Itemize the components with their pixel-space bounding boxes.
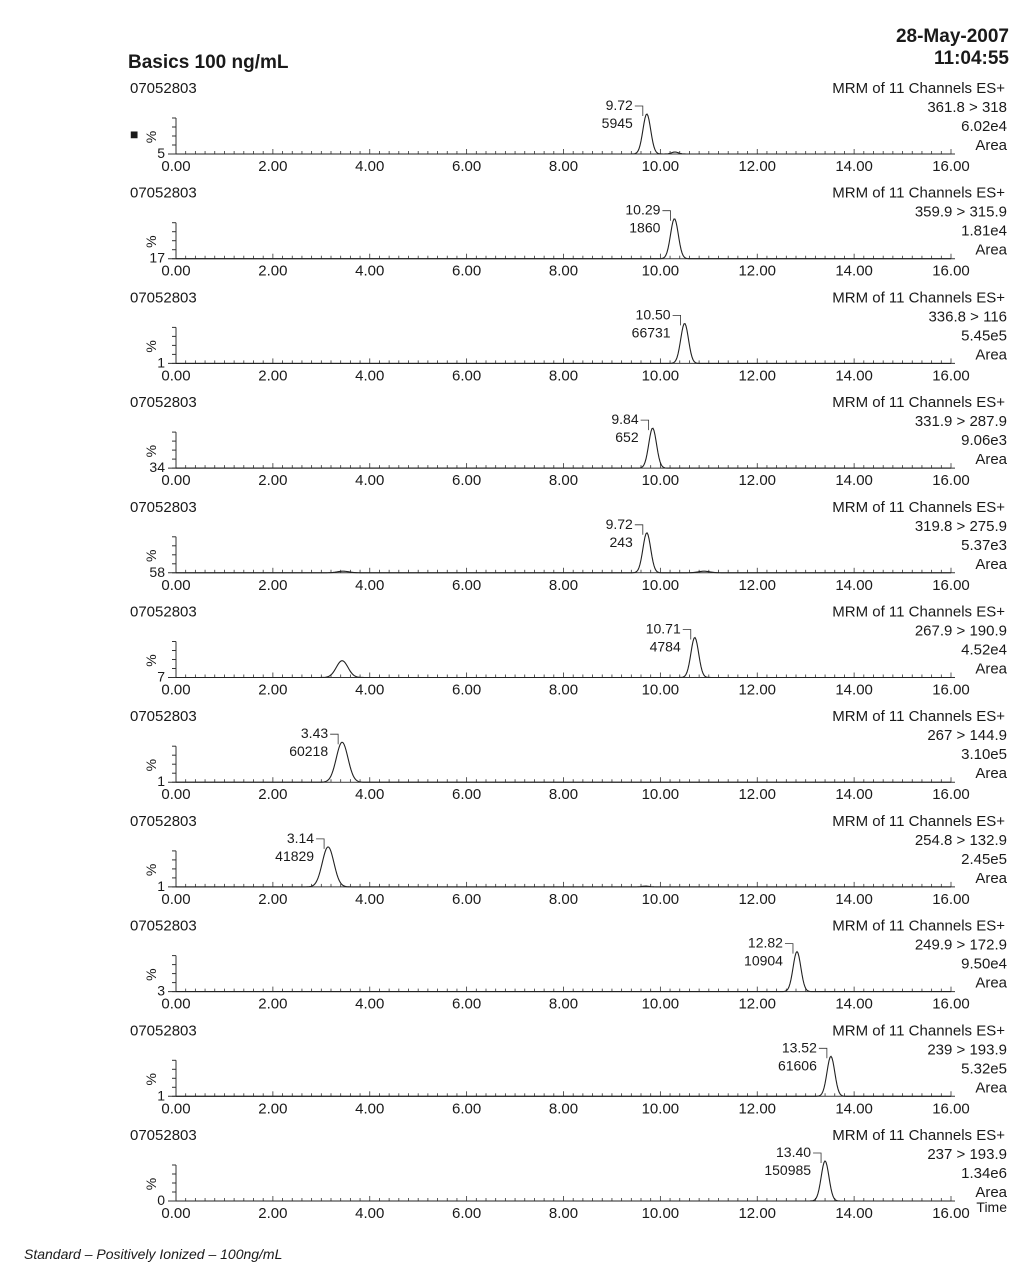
chromatogram-trace	[176, 1161, 951, 1201]
mrm-transition-label: 237 > 193.9	[927, 1146, 1007, 1163]
x-tick-label: 14.00	[835, 995, 873, 1013]
peak-area-label: 61606	[777, 1057, 817, 1074]
peak-label-leader	[635, 106, 643, 116]
mrm-function-label: MRM of 11 Channels ES+	[832, 289, 1005, 307]
x-tick-label: 14.00	[835, 786, 873, 804]
peak-label-leader	[813, 1153, 821, 1163]
peak-retention-time-label: 3.14	[286, 829, 315, 846]
x-tick-label: 4.00	[355, 367, 385, 385]
peak-area-label: 150985	[764, 1162, 812, 1178]
peak-retention-time-label: 13.40	[776, 1144, 812, 1160]
x-tick-label: 10.00	[641, 472, 680, 490]
peak-area-label: 41829	[275, 847, 315, 864]
chromatogram-trace	[176, 114, 951, 154]
peak-area-label: 60218	[289, 743, 329, 760]
sample-id: 07052803	[130, 80, 197, 97]
peak-label-leader	[316, 839, 324, 849]
mrm-function-label: MRM of 11 Channels ES+	[832, 80, 1005, 97]
mrm-function-label: MRM of 11 Channels ES+	[832, 917, 1005, 935]
x-tick-label: 0.00	[161, 1100, 191, 1118]
x-tick-label: 10.00	[641, 1100, 680, 1118]
sample-id: 07052803	[130, 1022, 197, 1040]
baseline-value-label: 1	[157, 1087, 165, 1104]
x-tick-label: 6.00	[452, 158, 482, 175]
y-axis-percent-label: %	[143, 1073, 159, 1086]
peak-area-label: 4784	[649, 638, 681, 655]
x-tick-label: 12.00	[738, 367, 777, 385]
peak-area-label: 10904	[744, 952, 783, 969]
peak-retention-time-label: 9.72	[605, 97, 633, 113]
peak-area-label: 5945	[601, 115, 633, 131]
sample-id: 07052803	[130, 1127, 197, 1144]
sample-id: 07052803	[130, 394, 197, 412]
mrm-function-label: MRM of 11 Channels ES+	[832, 1127, 1005, 1144]
report-date: 28-May-2007	[895, 26, 1009, 47]
x-tick-label: 14.00	[835, 367, 873, 385]
x-tick-label: 2.00	[258, 681, 288, 699]
x-tick-label: 10.00	[641, 786, 680, 804]
mrm-function-label: MRM of 11 Channels ES+	[832, 1022, 1005, 1040]
area-mode-label: Area	[975, 974, 1007, 992]
sample-id: 07052803	[130, 289, 197, 307]
x-tick-label: 16.00	[932, 890, 970, 908]
mrm-function-label: MRM of 11 Channels ES+	[832, 708, 1005, 726]
x-tick-label: 10.00	[641, 262, 680, 280]
x-tick-label: 16.00	[932, 367, 970, 385]
mrm-transition-label: 319.8 > 275.9	[914, 517, 1007, 535]
peak-label-leader	[662, 211, 670, 221]
x-tick-label: 16.00	[932, 158, 970, 175]
y-axis-percent-label: %	[143, 340, 159, 353]
x-tick-label: 14.00	[835, 1205, 873, 1222]
sample-id: 07052803	[130, 184, 197, 202]
x-tick-label: 16.00	[932, 786, 970, 804]
peak-label-leader	[819, 1048, 827, 1058]
x-tick-label: 10.00	[641, 890, 680, 908]
area-mode-label: Area	[975, 765, 1007, 783]
x-tick-label: 0.00	[161, 786, 191, 804]
mrm-transition-label: 239 > 193.9	[927, 1041, 1007, 1059]
x-tick-label: 4.00	[355, 681, 385, 699]
x-tick-label: 12.00	[738, 262, 777, 280]
mrm-transition-label: 361.8 > 318	[927, 99, 1007, 116]
x-tick-label: 8.00	[548, 1205, 579, 1222]
x-tick-label: 16.00	[932, 262, 970, 280]
x-tick-label: 16.00	[932, 1100, 970, 1118]
chromatogram-trace	[176, 428, 951, 468]
mrm-function-label: MRM of 11 Channels ES+	[832, 184, 1005, 202]
x-tick-label: 10.00	[641, 576, 680, 594]
intensity-label: 9.50e4	[961, 955, 1007, 973]
baseline-value-label: 0	[157, 1192, 165, 1208]
x-tick-label: 4.00	[355, 158, 385, 175]
x-tick-label: 0.00	[161, 262, 191, 280]
x-tick-label: 4.00	[355, 1205, 385, 1222]
peak-retention-time-label: 10.50	[635, 306, 671, 323]
x-tick-label: 0.00	[161, 1205, 191, 1222]
x-tick-label: 2.00	[258, 158, 288, 175]
area-mode-label: Area	[975, 346, 1007, 364]
x-tick-label: 0.00	[161, 158, 191, 175]
x-tick-label: 4.00	[355, 890, 385, 908]
x-tick-label: 12.00	[738, 1205, 777, 1222]
baseline-value-label: 1	[157, 354, 165, 371]
x-tick-label: 14.00	[835, 681, 873, 699]
x-tick-label: 12.00	[738, 158, 777, 175]
area-mode-label: Area	[975, 1184, 1007, 1201]
x-tick-label: 2.00	[258, 890, 288, 908]
x-tick-label: 6.00	[452, 367, 482, 385]
x-tick-label: 0.00	[161, 367, 191, 385]
peak-retention-time-label: 10.29	[625, 201, 661, 218]
intensity-label: 9.06e3	[961, 432, 1007, 450]
x-tick-label: 4.00	[355, 262, 385, 280]
intensity-label: 3.10e5	[961, 746, 1007, 764]
mrm-transition-label: 254.8 > 132.9	[914, 831, 1007, 849]
mrm-function-label: MRM of 11 Channels ES+	[832, 394, 1005, 412]
x-tick-label: 4.00	[355, 472, 385, 490]
x-tick-label: 16.00	[932, 995, 970, 1013]
mrm-transition-label: 267.9 > 190.9	[914, 622, 1007, 640]
peak-label-leader	[673, 315, 681, 325]
x-tick-label: 16.00	[932, 681, 970, 699]
x-tick-label: 8.00	[548, 786, 579, 804]
x-tick-label: 12.00	[738, 890, 777, 908]
report-title: Basics 100 ng/mL	[128, 52, 289, 73]
x-tick-label: 6.00	[452, 576, 482, 594]
x-tick-label: 12.00	[738, 1100, 777, 1118]
mrm-function-label: MRM of 11 Channels ES+	[832, 603, 1005, 621]
mrm-transition-label: 331.9 > 287.9	[914, 413, 1007, 431]
area-mode-label: Area	[975, 137, 1007, 154]
peak-retention-time-label: 9.72	[605, 515, 633, 532]
baseline-value-label: 5	[157, 145, 165, 161]
x-tick-label: 14.00	[835, 262, 873, 280]
x-tick-label: 2.00	[258, 786, 288, 804]
y-axis-percent-label: %	[143, 654, 159, 667]
x-tick-label: 8.00	[548, 472, 579, 490]
mrm-function-label: MRM of 11 Channels ES+	[832, 498, 1005, 516]
mrm-transition-label: 336.8 > 116	[928, 308, 1007, 326]
x-axis-title: Time	[976, 1199, 1007, 1215]
x-tick-label: 6.00	[452, 995, 482, 1013]
x-tick-label: 0.00	[161, 681, 191, 699]
x-tick-label: 0.00	[161, 472, 191, 490]
y-axis-percent-label: %	[143, 863, 159, 877]
area-mode-label: Area	[975, 451, 1007, 469]
x-tick-label: 16.00	[932, 1205, 970, 1222]
peak-label-leader	[683, 630, 691, 640]
y-axis-percent-label: %	[143, 444, 159, 458]
x-tick-label: 6.00	[452, 890, 482, 908]
x-tick-label: 14.00	[835, 472, 873, 490]
x-tick-label: 10.00	[641, 681, 680, 699]
x-tick-label: 12.00	[738, 786, 777, 804]
x-tick-label: 4.00	[355, 1100, 385, 1118]
report-time: 11:04:55	[933, 48, 1009, 69]
peak-label-leader	[330, 734, 338, 744]
peak-retention-time-label: 9.84	[611, 411, 639, 428]
x-tick-label: 14.00	[835, 576, 873, 594]
sample-id: 07052803	[130, 498, 197, 516]
x-tick-label: 2.00	[258, 1205, 288, 1222]
x-tick-label: 2.00	[258, 472, 288, 490]
baseline-value-label: 1	[157, 877, 165, 894]
x-tick-label: 0.00	[161, 890, 191, 908]
chromatogram-trace	[176, 638, 951, 678]
x-tick-label: 4.00	[355, 576, 385, 594]
x-tick-label: 8.00	[548, 576, 579, 594]
x-tick-label: 6.00	[452, 1205, 482, 1222]
x-tick-label: 2.00	[258, 995, 288, 1013]
x-tick-label: 8.00	[548, 995, 579, 1013]
y-axis-percent-label: %	[143, 235, 159, 248]
sample-id: 07052803	[130, 603, 197, 621]
x-tick-label: 4.00	[355, 995, 385, 1013]
area-mode-label: Area	[975, 555, 1007, 573]
peak-area-label: 66731	[631, 324, 671, 341]
x-tick-label: 6.00	[452, 681, 482, 699]
peak-label-leader	[641, 420, 649, 430]
intensity-label: 2.45e5	[961, 850, 1007, 868]
x-tick-label: 4.00	[355, 786, 385, 804]
sample-id: 07052803	[130, 708, 197, 726]
x-tick-label: 8.00	[548, 367, 579, 385]
intensity-label: 1.34e6	[961, 1165, 1007, 1182]
area-mode-label: Area	[975, 241, 1007, 259]
figure-caption: Standard – Positively Ionized – 100ng/mL	[24, 1246, 283, 1262]
x-tick-label: 12.00	[738, 681, 777, 699]
peak-retention-time-label: 3.43	[300, 725, 329, 742]
x-tick-label: 6.00	[452, 1100, 482, 1118]
chromatogram-trace	[176, 952, 951, 992]
mrm-transition-label: 267 > 144.9	[927, 727, 1007, 745]
x-tick-label: 0.00	[161, 995, 191, 1013]
x-tick-label: 10.00	[641, 995, 680, 1013]
peak-label-leader	[785, 944, 793, 954]
x-tick-label: 10.00	[641, 158, 680, 175]
x-tick-label: 2.00	[258, 576, 288, 594]
intensity-label: 6.02e4	[961, 118, 1007, 135]
x-tick-label: 8.00	[548, 158, 579, 175]
peak-area-label: 1860	[629, 219, 661, 236]
baseline-value-label: 58	[149, 563, 165, 580]
x-tick-label: 8.00	[548, 890, 579, 908]
x-tick-label: 2.00	[258, 1100, 288, 1118]
baseline-value-label: 17	[149, 249, 165, 266]
y-axis-percent-label: %	[143, 130, 159, 144]
x-tick-label: 10.00	[641, 367, 680, 385]
x-tick-label: 0.00	[161, 576, 191, 594]
intensity-label: 4.52e4	[961, 641, 1007, 659]
x-tick-label: 8.00	[548, 262, 579, 280]
channel-marker: ■	[130, 126, 139, 142]
x-tick-label: 14.00	[835, 890, 873, 908]
intensity-label: 5.37e3	[961, 536, 1007, 554]
area-mode-label: Area	[975, 869, 1007, 887]
chromatogram-trace	[176, 219, 951, 259]
chromatogram-trace	[176, 1056, 951, 1096]
x-tick-label: 8.00	[548, 1100, 579, 1118]
x-tick-label: 6.00	[452, 472, 482, 490]
x-tick-label: 10.00	[641, 1205, 680, 1222]
x-tick-label: 16.00	[932, 576, 970, 594]
intensity-label: 5.32e5	[961, 1060, 1007, 1078]
x-tick-label: 14.00	[835, 158, 873, 175]
area-mode-label: Area	[975, 1079, 1007, 1097]
chromatogram-trace	[176, 324, 951, 364]
sample-id: 07052803	[130, 812, 197, 830]
x-tick-label: 12.00	[738, 472, 777, 490]
baseline-value-label: 7	[157, 668, 165, 685]
mrm-transition-label: 359.9 > 315.9	[914, 203, 1007, 221]
x-tick-label: 6.00	[452, 262, 482, 280]
x-tick-label: 6.00	[452, 786, 482, 804]
peak-retention-time-label: 13.52	[781, 1039, 817, 1056]
intensity-label: 1.81e4	[961, 222, 1007, 240]
x-tick-label: 16.00	[932, 472, 970, 490]
y-axis-percent-label: %	[143, 1177, 159, 1191]
x-tick-label: 12.00	[738, 576, 777, 594]
baseline-value-label: 1	[157, 773, 165, 790]
x-tick-label: 2.00	[258, 367, 288, 385]
x-tick-label: 8.00	[548, 681, 579, 699]
x-tick-label: 14.00	[835, 1100, 873, 1118]
intensity-label: 5.45e5	[961, 327, 1007, 345]
peak-area-label: 243	[609, 533, 633, 550]
x-tick-label: 12.00	[738, 995, 777, 1013]
x-tick-label: 2.00	[258, 262, 288, 280]
y-axis-percent-label: %	[143, 549, 159, 563]
area-mode-label: Area	[975, 660, 1007, 678]
peak-retention-time-label: 12.82	[747, 934, 783, 951]
y-axis-percent-label: %	[143, 758, 159, 772]
peak-retention-time-label: 10.71	[645, 620, 681, 637]
sample-id: 07052803	[130, 917, 197, 935]
y-axis-percent-label: %	[143, 968, 159, 981]
mrm-function-label: MRM of 11 Channels ES+	[832, 812, 1005, 830]
peak-area-label: 652	[615, 429, 639, 446]
peak-label-leader	[635, 525, 643, 535]
baseline-value-label: 34	[149, 459, 165, 476]
chromatogram-trace	[176, 533, 951, 573]
baseline-value-label: 3	[157, 982, 165, 999]
mrm-transition-label: 249.9 > 172.9	[914, 936, 1007, 954]
